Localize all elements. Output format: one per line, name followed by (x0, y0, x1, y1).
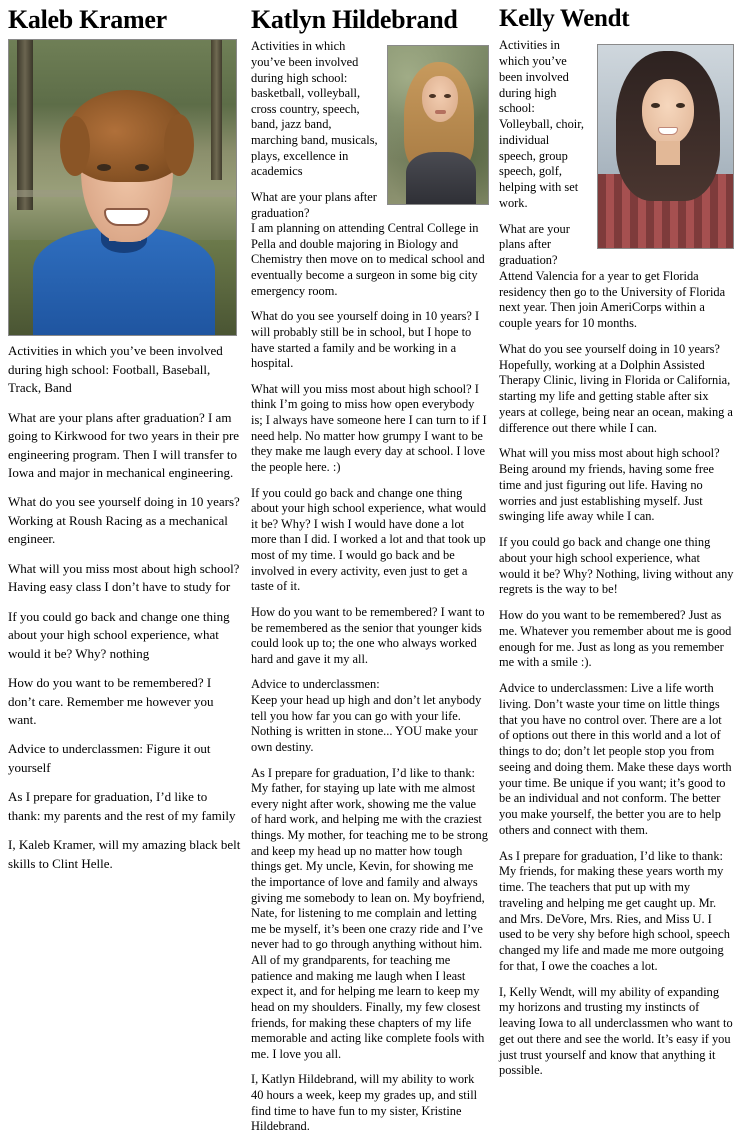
page-title-kaleb-kramer: Kaleb Kramer (8, 5, 167, 34)
profile-column-kelly-wendt (499, 6, 734, 1079)
profile-paragraph: How do you want to be remembered? I don’t care. Remember me however you want. (8, 675, 214, 727)
profile-paragraph: I am planning on attending Central College in Pella and double majoring in Biology and Chemistry then move on to medical school and eventually become a surgeon in some big city emergency room. (251, 221, 485, 298)
profile-columns (8, 6, 742, 1135)
profile-paragraph: I, Katlyn Hildebrand, will my ability to work 40 hours a week, keep my grades up, and still find time to have fun to my sister, Kristine Hildebrand. (251, 1072, 478, 1134)
profile-paragraph: Activities in which you’ve been involved during high school: Volleyball, choir, individual speech, group speech, golf, helping with set work. (499, 38, 584, 210)
profile-paragraph: How do you want to be remembered? Just as me. Whatever you remember about me is good enough for me. Just as long as you remember me with a smile :). (499, 608, 732, 670)
portrait-photo-katlyn-hildebrand (387, 45, 489, 205)
profile-paragraph: If you could go back and change one thing about your high school experience, what would it be? Why? I wish I would have done a lot more than I did. I worked a lot and that took up most of my time. I would go back and be involved in every activity, even just to get a taste of it. (251, 485, 487, 594)
profile-paragraph: How do you want to be remembered? I want to be remembered as the senior that younger kids could look up to; the one who always worked hard and gave it my all. (251, 604, 485, 666)
profile-paragraph: What are your plans after graduation? Attend Valencia for a year to get Florida residency then go to the University of Florida next year. Then join AmeriCorps within a couple years for 10 months. (499, 221, 726, 330)
profile-paragraph: What will you miss most about high school? Having easy class I don’t have to study for (8, 560, 240, 595)
profile-paragraph: If you could go back and change one thing about your high school experience, what would it be? Why? nothing (8, 608, 230, 661)
profile-text-katlyn-hildebrand (251, 39, 489, 1135)
profile-paragraph: What do you see yourself doing in 10 years? I will probably still be in school, but I hope to have started a family and be working in a hospital. (251, 309, 480, 371)
profile-text-kelly-wendt (499, 38, 734, 1079)
profile-paragraph: What will you miss most about high school? I think I’m going to miss how open everybody is; I always have someone here I can turn to if I need help. No matter how grumpy I want to be they make me laugh every day at school. I love the people here. :) (251, 381, 487, 474)
profile-paragraph: What do you see yourself doing in 10 years? Hopefully, working at a Dolphin Assisted Therapy Clinic, living in Florida or California, starting my life and getting stable after six years at college, being near an ocean, making a difference out there while I can. (499, 341, 733, 435)
profile-text-kaleb-kramer (8, 342, 241, 873)
portrait-photo-kelly-wendt (597, 44, 734, 249)
profile-paragraph: What will you miss most about high school? Being around my friends, having some free time and just figuring out life. Having no worries and just establishing myself. Just swinging life away while I can. (499, 446, 720, 524)
profile-paragraph: If you could go back and change one thing about your high school experience, what would it be? Why? Nothing, living without any regrets is the way to be! (499, 535, 734, 597)
profile-paragraph: As I prepare for graduation, I’d like to thank: My father, for staying up late with me almost every night after work, showing me the value of hard work, and helping me with the craziest things. My mother, for teaching me to be strong and keep my head up no matter how tough things get. My uncle, Kevin, for showing me the importance of love and family and always giving me somebody to lean on. My boyfriend, Nate, for listening to me complain and letting me be myself, it’s been one crazy ride and I’ve never had to go through anything without him. All of my grandparents, for teaching me patience and making me laugh when I least expect it, and for helping me learn to keep my head on my shoulders. Finally, my few closest friends, for making these chapters of my life memorable and acting like complete fools with me. I love you all. (251, 765, 488, 1061)
page-title-kelly-wendt: Kelly Wendt (499, 5, 630, 32)
profile-paragraph: Activities in which you’ve been involved during high school: Football, Baseball, Track, Band (8, 343, 223, 396)
profile-paragraph: As I prepare for graduation, I’d like to thank: My friends, for making these years worth my time. The teachers that put up with my traveling and helping me get caught up. Mr. and Mrs. DeVore, Mrs. Ries, and Miss U. I used to be very shy before high school, speech changed my life and made me more outgoing for that, I owe the coaches a lot. (499, 848, 730, 973)
profile-paragraph: Keep your head up high and don’t let anybody tell you how far you can go with your life. Nothing is written in stone... YOU make your own destiny. (251, 693, 482, 754)
profile-paragraph: Advice to underclassmen: Figure it out yourself (8, 741, 211, 775)
profile-paragraph: Advice to underclassmen: Live a life worth living. Don’t waste your time on little things that you have no control over. There are a lot of options out there in this world and a lot of things to do; don’t let people stop you from seeing and doing them. Make these days worth your time. Be unique if you want; it’s good to be an individual and not conform. The better you make yourself, the better you are to help others and connect with them. (499, 681, 732, 837)
page-title-katlyn-hildebrand: Katlyn Hildebrand (251, 5, 458, 34)
profile-paragraph: Advice to underclassmen: (251, 677, 380, 692)
profile-column-katlyn-hildebrand (251, 6, 499, 1135)
profile-paragraph: I, Kaleb Kramer, will my amazing black belt skills to Clint Helle. (8, 837, 241, 871)
profile-paragraph: I, Kelly Wendt, will my ability of expanding my horizons and trusting my instincts of leaving Iowa to all underclassmen who want to get out there and see the world. It’s easy if you just trust yourself and know that anything it possible. (499, 984, 733, 1078)
profile-paragraph: What are your plans after graduation? I am going to Kirkwood for two years in their pre engineering program. Then I will transfer to Iowa and major in mechanical engineering. (8, 409, 240, 481)
profile-paragraph: What do you see yourself doing in 10 years? Working at Roush Racing as a mechanical engineer. (8, 494, 240, 547)
profile-paragraph: Activities in which you’ve been involved during high school: basketball, volleyball, cross country, speech, band, jazz band, marching band, musicals, plays, excellence in academics (251, 39, 378, 179)
portrait-photo-kaleb-kramer (8, 39, 237, 336)
profile-paragraph: What are your plans after graduation? (251, 189, 377, 220)
profile-column-kaleb-kramer (8, 6, 251, 873)
profile-paragraph: As I prepare for graduation, I’d like to thank: my parents and the rest of my family (8, 789, 236, 823)
